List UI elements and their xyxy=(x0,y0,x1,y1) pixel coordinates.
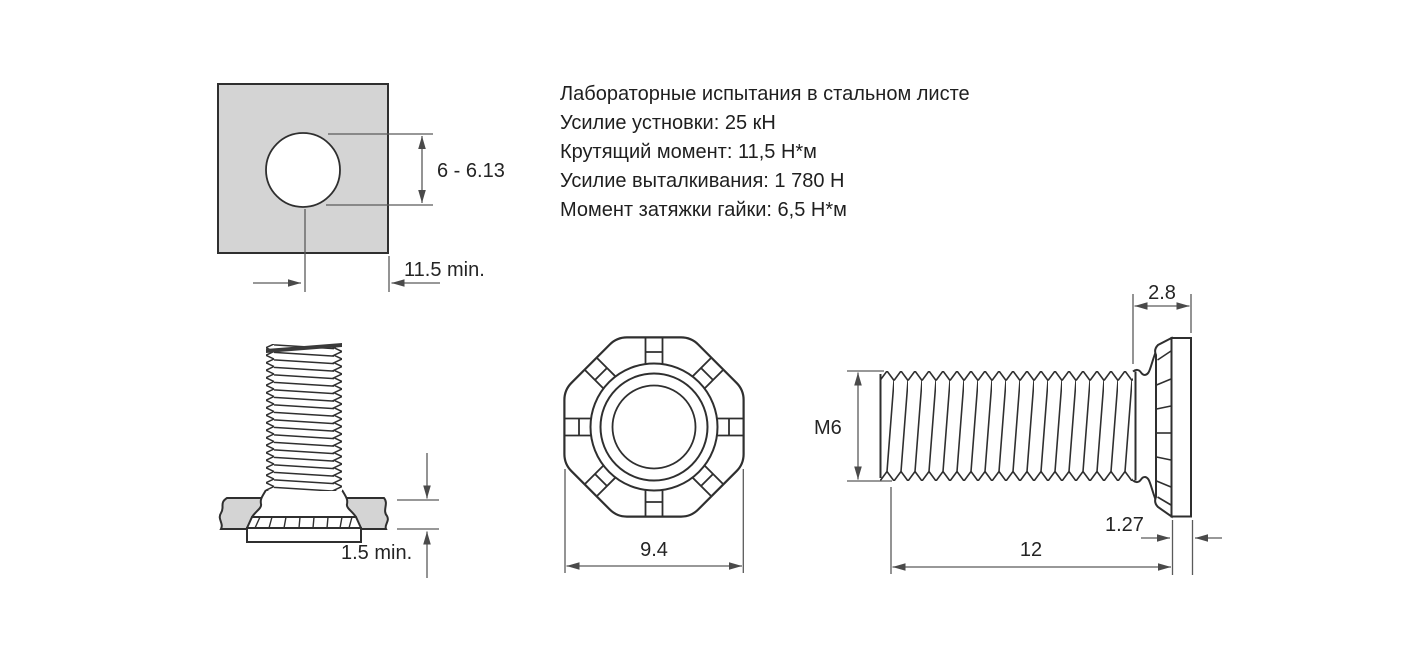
spec-torque: Крутящий момент: 11,5 Н*м xyxy=(560,141,817,163)
stud-displacer xyxy=(252,489,356,517)
thread-runout-neck xyxy=(1133,347,1158,506)
spec-title: Лабораторные испытания в стальном листе xyxy=(560,83,970,105)
threaded-shank-horizontal xyxy=(880,371,1133,481)
spec-nut-tighten-torque: Момент затяжки гайки: 6,5 Н*м xyxy=(560,199,847,221)
head-flange-disc xyxy=(1172,338,1192,517)
threaded-shank-vertical xyxy=(266,343,342,491)
sheet-thickness-label: 1.5 min. xyxy=(341,542,413,564)
mounting-hole xyxy=(266,133,340,207)
flange-thickness-label: 1.27 xyxy=(1105,514,1144,536)
figure-plate-top-view xyxy=(218,84,505,292)
serrated-head-cone xyxy=(1155,338,1171,517)
flange-thickness-dimension xyxy=(1105,514,1222,575)
spec-pushout-force: Усилие выталкивания: 1 780 Н xyxy=(560,170,845,192)
hole-diameter-label: 6 - 6.13 xyxy=(437,160,505,182)
thread-size-label: M6 xyxy=(814,417,842,439)
spec-install-force: Усилие устновки: 25 кН xyxy=(560,112,776,134)
figure-stud-side-view xyxy=(814,282,1222,575)
head-diameter-label: 9.4 xyxy=(640,539,668,561)
figure-head-top-view xyxy=(564,337,743,573)
edge-distance-label: 11.5 min. xyxy=(404,259,485,281)
thread-length-label: 12 xyxy=(1019,539,1043,561)
figure-stud-installed-side-view xyxy=(220,343,439,578)
serrated-band xyxy=(247,517,361,528)
stud-head-flange xyxy=(247,528,361,542)
head-height-label: 2.8 xyxy=(1148,282,1176,304)
